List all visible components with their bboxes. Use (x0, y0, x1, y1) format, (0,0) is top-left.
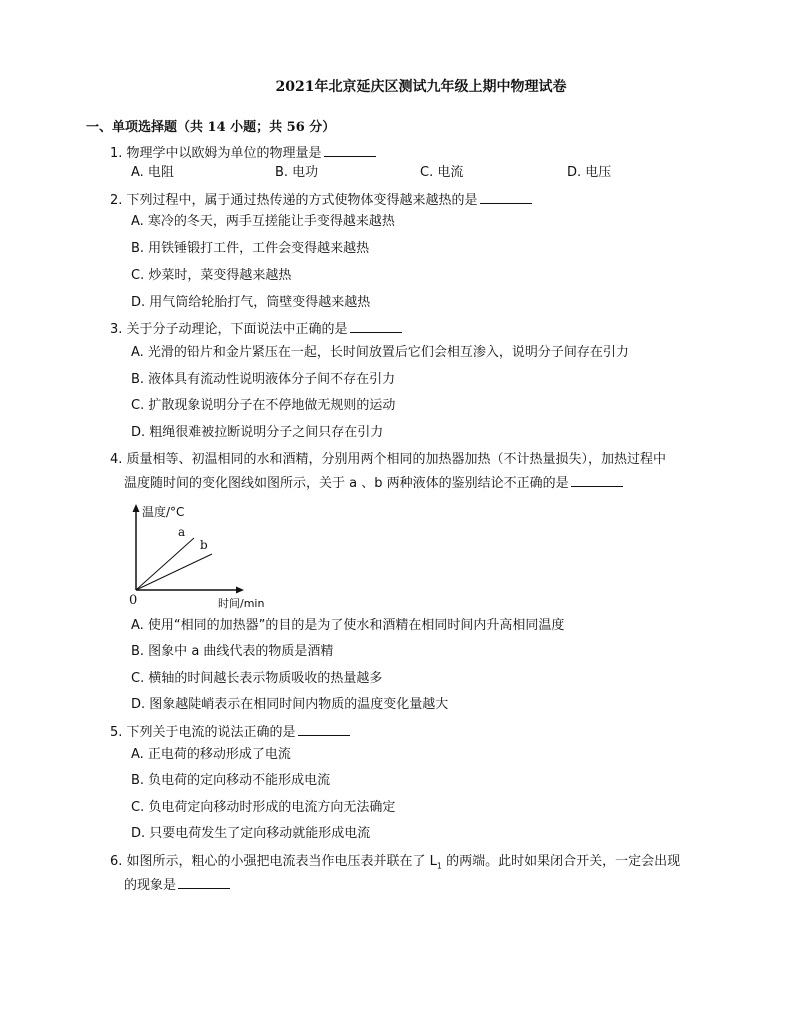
question-4-stem-line2: 温度随时间的变化图线如图所示，关于 a 、b 两种液体的鉴别结论不正确的是 (124, 476, 569, 491)
question-6-text-a: 6. 如图所示，粗心的小强把电流表当作电压表并联在了 L (110, 854, 437, 869)
origin-label: 0 (129, 593, 138, 608)
question-3 (110, 320, 402, 339)
answer-blank (350, 320, 402, 333)
option-a: A. 使用“相同的加热器”的目的是为了使水和酒精在相同时间内升高相同温度 (131, 618, 565, 633)
option-d: D. 只要电荷发生了定向移动就能形成电流 (131, 826, 371, 841)
question-1-stem: 1. 物理学中以欧姆为单位的物理量是 (110, 146, 322, 161)
question-5-stem: 5. 下列关于电流的说法正确的是 (110, 725, 296, 740)
y-axis-arrow (133, 504, 140, 512)
x-axis-arrow (236, 587, 244, 594)
option-b: B. 负电荷的定向移动不能形成电流 (131, 773, 331, 788)
section-heading: 一、单项选择题（共 14 小题；共 56 分） (86, 120, 336, 135)
option-d: D. 图象越陡峭表示在相同时间内物质的温度变化量越大 (131, 697, 449, 712)
option-c: C. 扩散现象说明分子在不停地做无规则的运动 (131, 398, 396, 413)
option-a: A. 寒冷的冬天，两手互搓能让手变得越来越热 (131, 214, 395, 229)
option-a: A. 正电荷的移动形成了电流 (131, 747, 291, 762)
question-6-stem-line1 (110, 853, 680, 876)
x-axis-label: 时间/min (218, 597, 265, 610)
option-b: B. 液体具有流动性说明液体分子间不存在引力 (131, 372, 396, 387)
option-c: C. 炒菜时，菜变得越来越热 (131, 268, 292, 283)
option-d: D. 电压 (567, 165, 612, 180)
option-a: A. 电阻 (131, 165, 174, 180)
answer-blank (571, 474, 623, 487)
option-b: B. 电功 (275, 165, 319, 180)
option-d: D. 粗绳很难被拉断说明分子之间只存在引力 (131, 425, 384, 440)
question-6-stem-line2: 的现象是 (124, 878, 177, 893)
option-c: C. 电流 (420, 165, 464, 180)
y-axis-label: 温度/°C (142, 505, 185, 519)
line-a-label: a (178, 525, 186, 539)
question-4 (124, 474, 623, 493)
question-4-stem-line1: 4. 质量相等、初温相同的水和酒精，分别用两个相同的加热器加热（不计热量损失），加热过程中 (110, 452, 667, 467)
question-6-text-b: 的两端。此时如果闭合开关，一定会出现 (442, 854, 681, 869)
question-3-stem: 3. 关于分子动理论，下面说法中正确的是 (110, 322, 348, 337)
answer-blank (298, 723, 350, 736)
question-5 (110, 723, 350, 742)
option-d: D. 用气筒给轮胎打气，筒壁变得越来越热 (131, 295, 371, 310)
answer-blank (178, 876, 230, 889)
subscript-1: 1 (436, 861, 443, 871)
question-6 (124, 876, 230, 895)
line-b (136, 554, 212, 590)
option-b: B. 用铁锤锻打工件，工件会变得越来越热 (131, 241, 370, 256)
line-b-label: b (200, 538, 208, 552)
question-2-stem: 2. 下列过程中，属于通过热传递的方式使物体变得越来越热的是 (110, 193, 478, 208)
answer-blank (324, 144, 376, 157)
option-c: C. 负电荷定向移动时形成的电流方向无法确定 (131, 800, 396, 815)
answer-blank (480, 191, 532, 204)
page-title: 2021年北京延庆区测试九年级上期中物理试卷 (275, 79, 567, 95)
option-b: B. 图象中 a 曲线代表的物质是酒精 (131, 644, 334, 659)
question-2 (110, 191, 532, 210)
option-c: C. 横轴的时间越长表示物质吸收的热量越多 (131, 671, 383, 686)
question-1 (110, 144, 376, 163)
option-a: A. 光滑的铅片和金片紧压在一起，长时间放置后它们会相互渗入，说明分子间存在引力 (131, 345, 629, 360)
line-a (136, 538, 194, 590)
temperature-time-graph (120, 500, 280, 615)
